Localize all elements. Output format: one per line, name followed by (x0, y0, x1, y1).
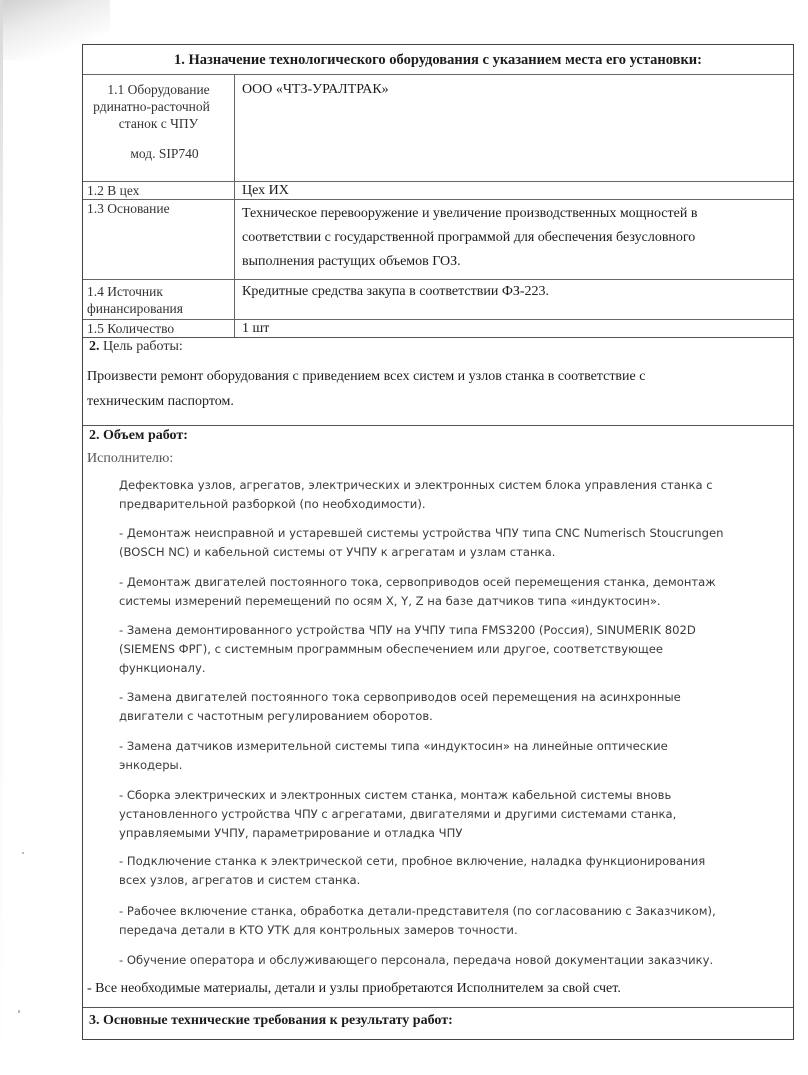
equipment-model: мод. SIP740 (130, 146, 199, 161)
row-funding (83, 279, 793, 319)
equipment-label (83, 75, 235, 181)
goal-line: Произвести ремонт оборудования с приведением всех систем и узлов станка в соответствие с (87, 369, 646, 384)
scope-item-line: передача детали в КТО УТК для контрольных замеров точности. (119, 923, 518, 937)
basis-value (242, 202, 787, 274)
scope-item-line: (SIEMENS ФРГ), с системным программным обеспечением или другое, соответствующее (119, 642, 664, 656)
scope-item-line: - Замена двигателей постоянного тока сервоприводов осей перемещения на асинхронные (119, 690, 681, 704)
scope-item-line: функционалу. (119, 661, 206, 675)
performer-label: Исполнителю: (87, 451, 174, 466)
funding-label-line: финансирования (87, 301, 183, 316)
goal-heading (83, 338, 793, 355)
basis-line: соответствии с государственной программой для обеспечения безусловного (242, 230, 696, 245)
scan-speck (22, 852, 24, 854)
scan-edge (0, 0, 3, 1075)
scope-item (119, 786, 759, 843)
section1-header (83, 45, 793, 74)
basis-label-text: 1.3 Основание (87, 201, 170, 216)
scope-item (119, 476, 759, 514)
scope-heading (83, 426, 793, 444)
scope-item-line: - Замена демонтированного устройства ЧПУ на УЧПУ типа FMS3200 (Россия), SINUMERIK 802D (119, 623, 696, 637)
scope-item-line: (BOSCH NC) и кабельной системы от УЧПУ к агрегатам и узлам станка. (119, 545, 556, 559)
scope-title: 2. Объем работ: (89, 428, 188, 443)
scope-item (119, 852, 759, 890)
scope-section (83, 425, 793, 1007)
scope-item-line: - Демонтаж неисправной и устаревшей системы устройства ЧПУ типа CNC Numerisch Stoucrungen (119, 526, 724, 540)
goal-text (87, 364, 645, 414)
row-equipment (83, 74, 793, 181)
equipment-value: ООО «ЧТЗ-УРАЛТРАК» (242, 82, 389, 97)
funding-label-line: 1.4 Источник (87, 284, 163, 299)
goal-line: техническим паспортом. (87, 394, 234, 409)
scope-item-line: - Замена датчиков измерительной системы типа «индуктосин» на линейные оптические (119, 739, 668, 753)
row-workshop (83, 181, 793, 199)
scope-item-line: системы измерений перемещений по осям X, Y, Z на базе датчиков типа «индуктосин». (119, 594, 661, 608)
basis-line: Техничеcкое перевооружение и увеличение производственных мощностей в (242, 206, 698, 221)
scope-item-line: энкодеры. (119, 758, 183, 772)
scope-item-line: - Обучение оператора и обслуживающего персонала, передача новой документации заказчику. (119, 953, 714, 967)
section3-header (83, 1007, 793, 1039)
quantity-value: 1 шт (242, 321, 270, 336)
equipment-label-line: 1.1 Оборудование (107, 82, 210, 97)
workshop-label-text: 1.2 В цех (87, 183, 140, 198)
scan-speck (18, 1010, 20, 1013)
scope-item-line: всех узлов, агрегатов и систем станка. (119, 873, 361, 887)
goal-number: 2. (89, 339, 100, 354)
basis-line: выполнения растущих объемов ГОЗ. (242, 254, 461, 269)
row-quantity (83, 319, 793, 337)
quantity-label-text: 1.5 Количество (87, 321, 175, 336)
scope-item (119, 524, 759, 562)
scope-item (119, 573, 759, 611)
workshop-label (83, 182, 235, 199)
basis-label (83, 200, 235, 279)
section3-heading (83, 1008, 793, 1029)
scope-item (119, 737, 759, 775)
quantity-label (83, 320, 235, 337)
specification-form (82, 44, 794, 1040)
workshop-value: Цех ИХ (242, 183, 289, 198)
section3-title: 3. Основные технические требования к результату работ: (89, 1013, 453, 1028)
scope-item-line: - Демонтаж двигателей постоянного тока, сервоприводов осей перемещения станка, демонтаж (119, 575, 716, 589)
scope-item-line: - Сборка электрических и электронных систем станка, монтаж кабельной системы вновь (119, 788, 672, 802)
materials-note: - Все необходимые материалы, детали и узлы приобретаются Исполнителем за свой счет. (87, 981, 621, 996)
scope-item-line: двигатели с частотным регулированием оборотов. (119, 709, 433, 723)
scope-item-line: предварительной разборкой (по необходимости). (119, 497, 426, 511)
scope-item-line: - Подключение станка к электрической сети, пробное включение, наладка функционирования (119, 854, 706, 868)
scope-item-line: Дефектовка узлов, агрегатов, электрических и электронных систем блока управления станка с (119, 478, 713, 492)
funding-label (83, 280, 235, 319)
scope-item (119, 688, 759, 726)
row-basis (83, 199, 793, 279)
scope-item (119, 621, 759, 678)
scope-item-line: управляемыми УЧПУ, параметрирование и отладка ЧПУ (119, 826, 463, 840)
scope-item (119, 902, 759, 940)
equipment-label-line: станок с ЧПУ (118, 116, 199, 131)
section1-title: 1. Назначение технологического оборудования с указанием места его установки: (174, 52, 702, 68)
goal-label: Цель работы: (103, 339, 183, 354)
scope-item (119, 951, 759, 970)
scope-item-line: установленного устройства ЧПУ с агрегатами, двигателями и другими системами станка, (119, 807, 677, 821)
funding-value: Кредитные средства закупа в соответствии ФЗ-223. (242, 284, 550, 299)
equipment-label-line: рдинатно-расточной (93, 99, 210, 114)
scope-item-line: - Рабочее включение станка, обработка детали-представителя (по согласованию с Заказчиком), (119, 904, 716, 918)
goal-section (83, 337, 793, 425)
